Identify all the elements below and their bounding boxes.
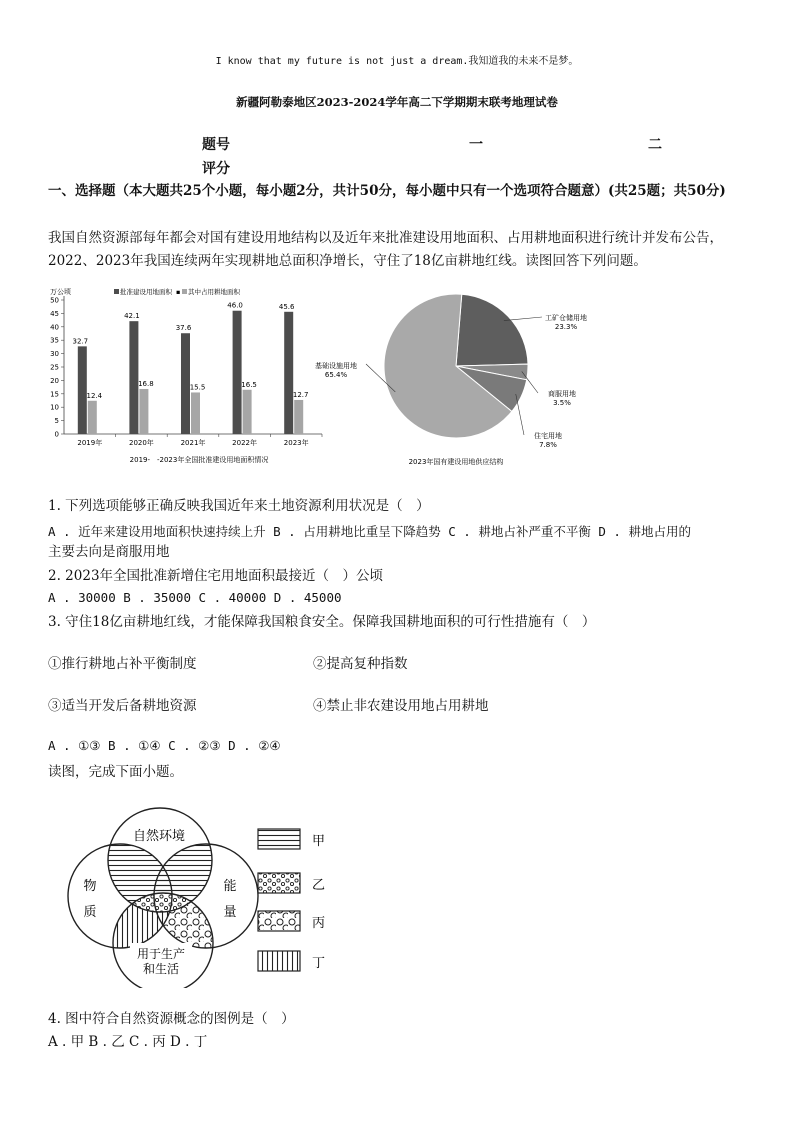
- bar-0-1: [129, 321, 138, 434]
- bar-value-label: 16.5: [241, 380, 257, 389]
- q1-options-line2: 主要去向是商服用地: [48, 544, 170, 560]
- y-tick-label: 15: [50, 390, 59, 399]
- page-title: 新疆阿勒泰地区2023-2024学年高二下学期期末联考地理试卷: [236, 95, 558, 109]
- q2-stem: 2. 2023年全国批准新增住宅用地面积最接近（ ）公顷: [48, 568, 384, 584]
- q3-stem: 3. 守住18亿亩耕地红线，才能保障我国粮食安全。保障我国耕地面积的可行性措施有（ ）: [48, 614, 596, 630]
- legend-swatch-ding: [258, 951, 300, 971]
- bar-1-1: [139, 389, 148, 434]
- bar-chart-title: 2019- -2023年全国批准建设用地面积情况: [129, 456, 269, 464]
- pie-value-label: 23.3%: [554, 323, 578, 331]
- pie-label: 商服用地: [548, 390, 576, 398]
- venn-label-energy-1: 能: [223, 879, 237, 894]
- legend-label-ding: 丁: [312, 956, 326, 971]
- pie-label: 基础设施用地: [315, 362, 357, 370]
- y-tick-label: 40: [50, 323, 59, 332]
- bar-value-label: 32.7: [72, 337, 89, 346]
- venn-label-nature: 自然环境: [132, 829, 186, 844]
- legend-swatch-yi: [258, 873, 300, 893]
- legend-label-yi: 乙: [312, 878, 326, 893]
- y-tick-label: 10: [50, 403, 59, 412]
- pie-label: 住宅用地: [534, 432, 562, 440]
- legend-swatch-series-1: [182, 289, 187, 294]
- bar-0-4: [284, 312, 293, 434]
- bar-value-label: 46.0: [227, 301, 243, 310]
- pie-chart-title: 2023年国有建设用地供应结构: [408, 458, 504, 466]
- bar-ylabel: 万公顷: [50, 288, 71, 296]
- bar-value-label: 37.6: [175, 324, 192, 333]
- bar-chart: [40, 282, 340, 472]
- venn-label-matter-2: 质: [83, 905, 97, 920]
- q3-item-4: ④禁止非农建设用地占用耕地: [313, 698, 489, 714]
- table-col-1: 一: [469, 137, 483, 153]
- q1-options-line1: A . 近年来建设用地面积快速持续上升 B . 占用耕地比重呈下降趋势 C . 耕地占补严重不平衡 D . 耕地占用的: [48, 524, 691, 539]
- venn-label-matter-1: 物: [83, 879, 97, 894]
- q3-item-1: ①推行耕地占补平衡制度: [48, 656, 197, 672]
- y-tick-label: 50: [50, 296, 59, 305]
- pie-slice-1: [456, 294, 528, 366]
- pie-chart: [310, 282, 630, 472]
- bar-1-4: [294, 400, 303, 434]
- table-label-score: 评分: [202, 161, 230, 177]
- section-heading: 一、选择题（本大题共25个小题，每小题2分，共计50分，每小题中只有一个选项符合题意）(共25题；共50分): [48, 183, 726, 199]
- x-tick-label: 2022年: [232, 439, 258, 447]
- bar-0-2: [181, 333, 190, 434]
- legend-swatch-bing: [258, 911, 300, 931]
- table-col-2: 二: [648, 137, 662, 153]
- y-tick-label: 45: [50, 309, 59, 318]
- x-tick-label: 2019年: [77, 439, 103, 447]
- pie-value-label: 65.4%: [324, 371, 348, 379]
- x-tick-label: 2020年: [128, 439, 154, 447]
- x-tick-label: 2023年: [283, 439, 309, 447]
- y-tick-label: 35: [50, 336, 59, 345]
- venn-label-use-2: 和生活: [142, 962, 180, 976]
- y-tick-label: 5: [54, 417, 59, 426]
- legend-swatch-jia: [258, 829, 300, 849]
- q3-item-3: ③适当开发后备耕地资源: [48, 698, 197, 714]
- y-tick-label: 0: [54, 430, 59, 439]
- pie-value-label: 3.5%: [553, 399, 571, 407]
- bar-1-0: [88, 401, 97, 434]
- pie-value-label: 7.8%: [539, 441, 557, 449]
- legend-sep: ▪: [176, 288, 181, 296]
- y-tick-label: 25: [50, 363, 59, 372]
- read-figure-instruction: 读图，完成下面小题。: [48, 764, 183, 780]
- bar-0-0: [78, 346, 87, 434]
- legend-label-series-1: 其中占用耕地面积: [188, 288, 240, 296]
- bar-value-label: 12.7: [292, 390, 309, 399]
- q4-options: A . 甲 B . 乙 C . 丙 D . 丁: [48, 1034, 208, 1050]
- bar-value-label: 16.8: [138, 379, 154, 388]
- q1-stem: 1. 下列选项能够正确反映我国近年来土地资源利用状况是（ ）: [48, 498, 430, 514]
- bar-value-label: 12.4: [86, 391, 103, 400]
- bar-legend: [114, 287, 241, 296]
- legend-swatch-series-0: [114, 289, 119, 294]
- bar-value-label: 45.6: [278, 302, 295, 311]
- legend-label-jia: 甲: [312, 834, 326, 849]
- page-header: I know that my future is not just a dream.我知道我的未来不是梦。: [215, 56, 579, 67]
- x-tick-label: 2021年: [180, 439, 206, 447]
- bar-value-label: 42.1: [124, 312, 140, 321]
- legend-label-bing: 丙: [312, 916, 326, 931]
- bar-0-3: [233, 311, 242, 434]
- q3-item-2: ②提高复种指数: [313, 656, 408, 672]
- venn-label-use-1: 用于生产: [136, 947, 186, 961]
- q2-options: A . 30000 B . 35000 C . 40000 D . 45000: [48, 590, 342, 605]
- venn-diagram: [60, 798, 350, 988]
- venn-label-energy-2: 量: [223, 905, 237, 920]
- bar-value-label: 15.5: [189, 383, 206, 392]
- table-label-question-no: 题号: [202, 137, 230, 153]
- intro-text: 我国自然资源部每年都会对国有建设用地结构以及近年来批准建设用地面积、占用耕地面积进行统计并发布公告，2022、2023年我国连续两年实现耕地总面积净增长，守住了18亿亩耕地红线。读图回答下列问题。: [48, 230, 723, 269]
- bar-1-2: [191, 392, 200, 434]
- legend-label-series-0: 批准建设用地面积: [120, 288, 172, 296]
- pie-label: 工矿仓储用地: [545, 314, 587, 322]
- y-tick-label: 30: [50, 350, 59, 359]
- y-tick-label: 20: [50, 376, 59, 385]
- q4-stem: 4. 图中符合自然资源概念的图例是（ ）: [48, 1011, 295, 1027]
- q3-options: A . ①③ B . ①④ C . ②③ D . ②④: [48, 738, 281, 753]
- bar-1-3: [243, 390, 252, 434]
